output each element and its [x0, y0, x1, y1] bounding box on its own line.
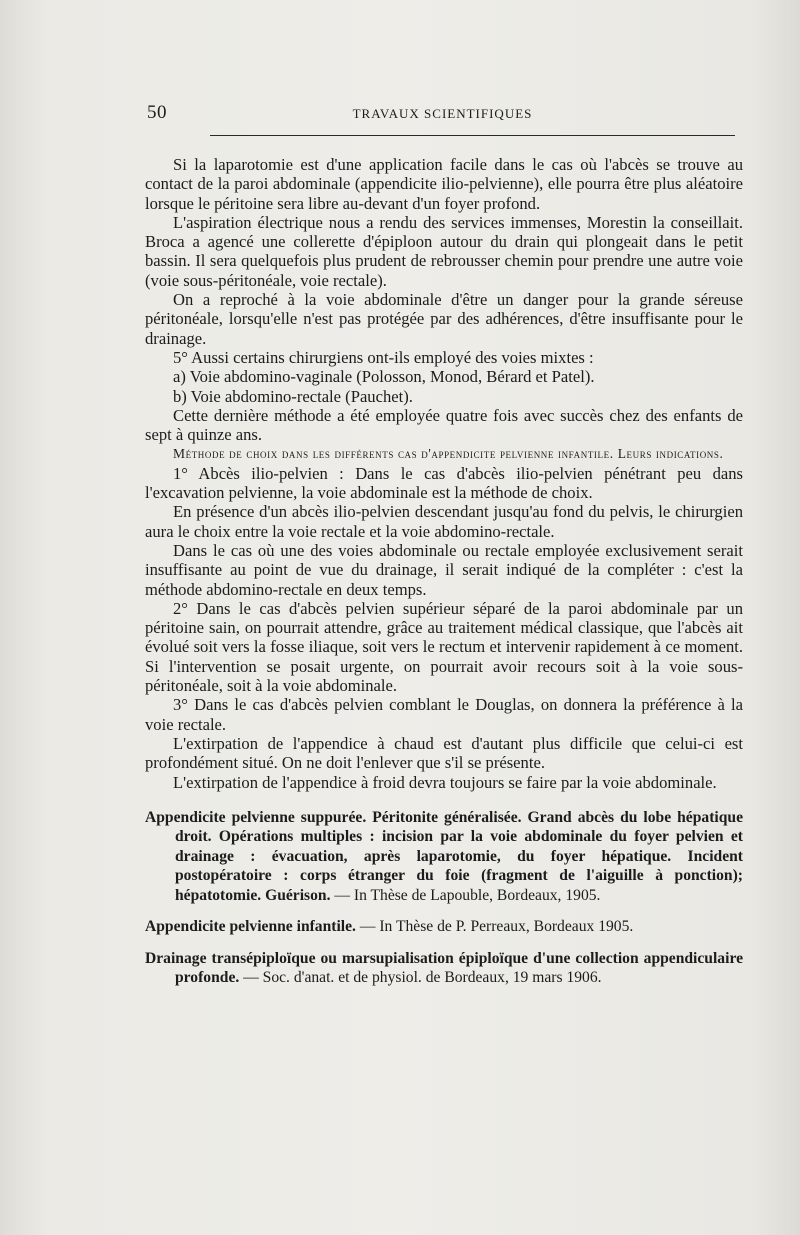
- paragraph: 2° Dans le cas d'abcès pelvien supérieur séparé de la paroi abdominale par un péritoine sain, on pourrait attendre, grâce au traitement médical classique, que l'abcès ait évolué soit vers la fosse iliaque, soit vers le rectum et intervenir rapidement à ce moment. Si l'intervention se posait urgente, on pourrait avoir recours soit à la voie sous-péritonéale, soit à la voie abdominale.: [145, 598, 743, 696]
- entry-source: — Soc. d'anat. et de physiol. de Bordeaux, 19 mars 1906.: [239, 969, 602, 987]
- entry-source: — In Thèse de P. Perreaux, Bordeaux 1905.: [355, 918, 634, 936]
- paragraph: 5° Aussi certains chirurgiens ont-ils employé des voies mixtes :: [173, 347, 594, 367]
- entry-title: Drainage transépiploïque ou marsupialisation épiploïque d'une collection appendiculaire profonde.: [145, 949, 743, 987]
- paragraph: 1° Abcès ilio-pelvien : Dans le cas d'abcès ilio-pelvien pénétrant peu dans l'excavation pelvienne, la voie abdominale est la méthode de choix.: [145, 463, 743, 503]
- entry-title: Appendicite pelvienne suppurée. Péritonite généralisée. Grand abcès du lobe hépatique droit. Opérations multiples : incision par la voie abdominale du foyer pelvien et drainage : évacuation, après laparotomie, du foyer hépatique. Incident postopératoire : corps étranger du foie (fragment de l'aiguille à ponction); hépatotomie. Guérison.: [145, 808, 743, 904]
- paragraph: Cette dernière méthode a été employée quatre fois avec succès chez des enfants de sept à quinze ans.: [145, 405, 743, 445]
- section-heading: [145, 444, 743, 463]
- bibliography-entry: [145, 917, 743, 937]
- list-item: a) Voie abdomino-vaginale (Polosson, Monod, Bérard et Patel).: [173, 367, 595, 387]
- running-title: TRAVAUX SCIENTIFIQUES: [352, 106, 533, 121]
- bibliography: [145, 808, 743, 988]
- entry-title: Appendicite pelvienne infantile.: [145, 918, 356, 936]
- paragraph: En présence d'un abcès ilio-pelvien descendant jusqu'au fond du pelvis, le chirurgien aura le choix entre la voie rectale et la voie abdomino-rectale.: [145, 502, 743, 541]
- bibliography-entry: [145, 949, 743, 988]
- paragraph: L'extirpation de l'appendice à froid devra toujours se faire par la voie abdominale.: [173, 772, 717, 792]
- entry-source: — In Thèse de Lapouble, Bordeaux, 1905.: [330, 886, 601, 904]
- page-header: [145, 100, 740, 126]
- bibliography-entry: [145, 808, 743, 906]
- paragraph: Si la laparotomie est d'une application facile dans le cas où l'abcès se trouve au contact de la paroi abdominale (appendicite ilio-pelvienne), elle pourra être plus aléatoire lorsque le péritoine sera libre au-devant d'un foyer profond.: [145, 155, 743, 213]
- paragraph: On a reproché à la voie abdominale d'être un danger pour la grande séreuse péritonéale, lorsqu'elle n'est pas protégée par des adhérences, d'être insuffisante pour le drainage.: [145, 290, 743, 348]
- section-heading-main: Méthode de choix dans les différents cas d'appendicite pelvienne infantile.: [173, 446, 614, 462]
- section-heading-sub: Leurs indications.: [617, 446, 724, 462]
- paragraph: Dans le cas où une des voies abdominale ou rectale employée exclusivement serait insuffisante au point de vue du drainage, il serait indiqué de la compléter : c'est la méthode abdomino-rectale en deux temps.: [145, 540, 743, 599]
- paragraph: 3° Dans le cas d'abcès pelvien comblant le Douglas, on donnera la préférence à la voie rectale.: [145, 695, 743, 734]
- paragraph: L'aspiration électrique nous a rendu des services immenses, Morestin la conseillait. Broca a agencé une collerette d'épiploon autour du drain qui plongeait dans le petit bassin. Il sera quelquefois plus prudent de rebrousser chemin pour prendre une autre voie (voie sous-péritonéale, voie rectale).: [145, 212, 743, 290]
- body-text: [145, 155, 743, 1000]
- list-item: b) Voie abdomino-rectale (Pauchet).: [173, 386, 413, 406]
- paragraph: L'extirpation de l'appendice à chaud est d'autant plus difficile que celui-ci est profondément situé. On ne doit l'enlever que s'il se présente.: [145, 733, 743, 773]
- header-rule: [210, 135, 735, 136]
- page-number: 50: [147, 102, 167, 123]
